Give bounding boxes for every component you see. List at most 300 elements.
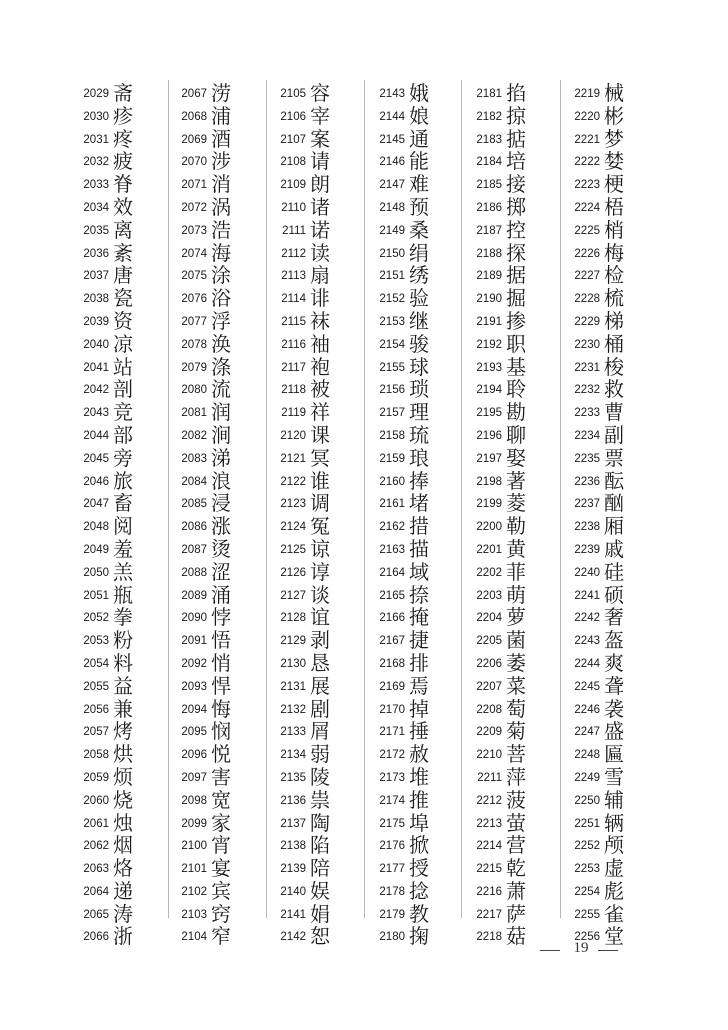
entry-character: 桑 — [409, 217, 429, 242]
entry-number: 2060 — [83, 794, 109, 807]
entry-number: 2093 — [181, 680, 207, 693]
char-entry — [262, 766, 358, 789]
char-entry — [361, 401, 457, 424]
entry-character: 案 — [310, 126, 330, 151]
char-entry — [361, 515, 457, 538]
char-entry — [262, 287, 358, 310]
entry-number: 2049 — [83, 543, 109, 556]
char-entry — [262, 561, 358, 584]
char-entry — [65, 356, 161, 379]
entry-number: 2082 — [181, 429, 207, 442]
entry-number: 2203 — [476, 589, 502, 602]
entry-number: 2143 — [379, 88, 405, 100]
char-entry — [361, 561, 457, 584]
char-entry — [262, 584, 358, 607]
entry-character: 赦 — [409, 742, 429, 767]
entry-character: 接 — [506, 172, 526, 197]
entry-character: 救 — [604, 377, 624, 402]
entry-number: 2062 — [83, 840, 109, 853]
char-entry — [556, 629, 652, 652]
entry-number: 2216 — [476, 885, 502, 898]
entry-character: 涡 — [211, 194, 231, 219]
entry-number: 2114 — [281, 293, 306, 306]
char-entry — [262, 333, 358, 356]
entry-number: 2095 — [181, 726, 207, 739]
entry-number: 2141 — [280, 908, 306, 921]
char-entry — [163, 789, 259, 812]
entry-number: 2250 — [574, 794, 600, 807]
entry-character: 窄 — [211, 924, 231, 949]
entry-number: 2085 — [181, 498, 207, 511]
entry-number: 2111 — [282, 224, 306, 237]
char-entry — [262, 447, 358, 470]
entry-number: 2096 — [181, 749, 207, 762]
entry-character: 厢 — [604, 514, 624, 539]
entry-character: 娟 — [310, 901, 330, 926]
entry-character: 陵 — [310, 764, 330, 789]
char-entry — [361, 447, 457, 470]
entry-character: 浦 — [211, 103, 231, 128]
entry-number: 2125 — [280, 543, 306, 556]
char-entry — [361, 720, 457, 743]
entry-character: 虚 — [604, 856, 624, 881]
entry-number: 2113 — [281, 270, 306, 283]
entry-character: 润 — [211, 400, 231, 425]
char-entry — [163, 196, 259, 219]
char-entry — [65, 150, 161, 173]
char-entry — [262, 173, 358, 196]
char-entry — [361, 196, 457, 219]
char-entry — [361, 219, 457, 242]
entry-character: 萌 — [506, 582, 526, 607]
char-entry — [262, 698, 358, 721]
entry-character: 黄 — [506, 536, 526, 561]
char-entry — [361, 766, 457, 789]
char-entry — [458, 196, 554, 219]
footer-dash-right — [598, 950, 618, 951]
entry-number: 2123 — [280, 498, 306, 511]
entry-character: 掺 — [506, 308, 526, 333]
entry-number: 2189 — [476, 270, 502, 283]
entry-number: 2116 — [281, 338, 306, 351]
entry-character: 谈 — [310, 582, 330, 607]
entry-character: 酒 — [211, 126, 231, 151]
entry-character: 票 — [604, 445, 624, 470]
entry-number: 2223 — [574, 179, 600, 192]
char-entry — [163, 629, 259, 652]
entry-character: 烦 — [113, 764, 133, 789]
char-entry — [65, 561, 161, 584]
entry-character: 袖 — [310, 331, 330, 356]
entry-number: 2240 — [574, 566, 600, 579]
entry-number: 2108 — [280, 156, 306, 169]
char-entry — [361, 652, 457, 675]
entry-number: 2061 — [83, 817, 109, 830]
entry-character: 梅 — [604, 240, 624, 265]
char-entry — [262, 675, 358, 698]
entry-number: 2043 — [83, 407, 109, 420]
entry-number: 2084 — [181, 475, 207, 488]
entry-number: 2161 — [379, 498, 405, 511]
char-entry — [458, 378, 554, 401]
char-entry — [458, 720, 554, 743]
entry-number: 2106 — [280, 110, 306, 123]
entry-number: 2185 — [476, 179, 502, 192]
char-entry — [65, 652, 161, 675]
entry-number: 2029 — [83, 88, 109, 100]
entry-character: 职 — [506, 331, 526, 356]
entry-character: 料 — [113, 650, 133, 675]
char-entry — [458, 629, 554, 652]
entry-character: 祟 — [310, 787, 330, 812]
char-entry — [556, 606, 652, 629]
entry-character: 谁 — [310, 468, 330, 493]
char-entry — [361, 629, 457, 652]
char-column — [458, 82, 554, 948]
entry-number: 2117 — [281, 361, 306, 374]
entry-character: 紊 — [113, 240, 133, 265]
char-entry — [556, 743, 652, 766]
entry-character: 梗 — [604, 172, 624, 197]
char-entry — [65, 378, 161, 401]
entry-number: 2145 — [379, 133, 405, 146]
entry-number: 2067 — [181, 88, 207, 100]
char-entry — [556, 720, 652, 743]
entry-number: 2183 — [476, 133, 502, 146]
entry-number: 2217 — [476, 908, 502, 921]
entry-character: 浙 — [113, 924, 133, 949]
entry-number: 2130 — [280, 657, 306, 670]
entry-number: 2254 — [574, 885, 600, 898]
entry-number: 2091 — [181, 635, 207, 648]
char-entry — [262, 538, 358, 561]
entry-character: 雀 — [604, 901, 624, 926]
entry-number: 2249 — [574, 771, 600, 784]
entry-character: 彪 — [604, 878, 624, 903]
char-entry — [163, 219, 259, 242]
char-entry — [163, 264, 259, 287]
entry-number: 2046 — [83, 475, 109, 488]
entry-character: 萤 — [506, 810, 526, 835]
entry-number: 2152 — [379, 293, 405, 306]
entry-number: 2090 — [181, 612, 207, 625]
entry-number: 2171 — [379, 726, 405, 739]
entry-character: 副 — [604, 422, 624, 447]
entry-character: 剧 — [310, 696, 330, 721]
entry-number: 2087 — [181, 543, 207, 556]
entry-character: 掘 — [506, 286, 526, 311]
entry-character: 离 — [113, 217, 133, 242]
entry-number: 2151 — [379, 270, 405, 283]
char-entry — [65, 538, 161, 561]
entry-character: 域 — [409, 559, 429, 584]
char-entry — [458, 743, 554, 766]
char-entry — [262, 82, 358, 105]
entry-number: 2079 — [181, 361, 207, 374]
char-entry — [556, 538, 652, 561]
entry-number: 2199 — [476, 498, 502, 511]
char-entry — [556, 310, 652, 333]
char-entry — [458, 105, 554, 128]
entry-number: 2064 — [83, 885, 109, 898]
entry-number: 2063 — [83, 863, 109, 876]
char-entry — [163, 150, 259, 173]
entry-character: 掉 — [409, 696, 429, 721]
char-entry — [163, 675, 259, 698]
entry-number: 2033 — [83, 179, 109, 192]
entry-character: 能 — [409, 149, 429, 174]
char-entry — [556, 128, 652, 151]
entry-character: 预 — [409, 194, 429, 219]
char-entry — [556, 82, 652, 105]
entry-character: 匾 — [604, 742, 624, 767]
entry-character: 海 — [211, 240, 231, 265]
entry-character: 谊 — [310, 605, 330, 630]
entry-number: 2140 — [280, 885, 306, 898]
char-entry — [361, 173, 457, 196]
char-entry — [262, 720, 358, 743]
entry-character: 悯 — [211, 719, 231, 744]
entry-number: 2159 — [379, 452, 405, 465]
char-entry — [556, 242, 652, 265]
entry-character: 通 — [409, 126, 429, 151]
entry-character: 硅 — [604, 559, 624, 584]
footer-dash-left — [540, 950, 560, 951]
char-entry — [163, 470, 259, 493]
entry-number: 2226 — [574, 247, 600, 260]
entry-character: 梭 — [604, 354, 624, 379]
char-entry — [458, 698, 554, 721]
entry-number: 2174 — [379, 794, 405, 807]
entry-number: 2188 — [476, 247, 502, 260]
char-entry — [65, 424, 161, 447]
entry-number: 2166 — [379, 612, 405, 625]
char-column — [262, 82, 358, 948]
entry-character: 宽 — [211, 787, 231, 812]
char-entry — [262, 264, 358, 287]
entry-character: 菌 — [506, 628, 526, 653]
entry-number: 2144 — [379, 110, 405, 123]
char-entry — [361, 789, 457, 812]
char-entry — [163, 333, 259, 356]
char-entry — [556, 584, 652, 607]
entry-character: 勒 — [506, 514, 526, 539]
entry-character: 瓶 — [113, 582, 133, 607]
entry-character: 酗 — [604, 491, 624, 516]
entry-character: 谆 — [310, 559, 330, 584]
entry-number: 2153 — [379, 315, 405, 328]
page-number: 19 — [573, 940, 589, 956]
char-entry — [361, 606, 457, 629]
char-entry — [458, 880, 554, 903]
char-entry — [65, 333, 161, 356]
entry-number: 2031 — [83, 133, 109, 146]
char-entry — [458, 401, 554, 424]
entry-number: 2059 — [83, 771, 109, 784]
char-entry — [556, 173, 652, 196]
char-entry — [556, 857, 652, 880]
entry-number: 2230 — [574, 338, 600, 351]
entry-number: 2181 — [476, 88, 502, 100]
entry-number: 2053 — [83, 635, 109, 648]
entry-number: 2229 — [574, 315, 600, 328]
char-entry — [556, 378, 652, 401]
entry-number: 2215 — [476, 863, 502, 876]
entry-number: 2238 — [574, 521, 600, 534]
entry-character: 菲 — [506, 559, 526, 584]
char-entry — [163, 287, 259, 310]
entry-character: 消 — [211, 172, 231, 197]
entry-character: 涛 — [113, 901, 133, 926]
char-entry — [556, 561, 652, 584]
char-entry — [458, 356, 554, 379]
char-entry — [361, 538, 457, 561]
entry-number: 2048 — [83, 521, 109, 534]
char-entry — [556, 401, 652, 424]
char-entry — [361, 356, 457, 379]
entry-number: 2032 — [83, 156, 109, 169]
entry-number: 2202 — [476, 566, 502, 579]
char-entry — [458, 447, 554, 470]
entry-number: 2057 — [83, 726, 109, 739]
entry-number: 2120 — [280, 429, 306, 442]
entry-number: 2237 — [574, 498, 600, 511]
char-entry — [163, 310, 259, 333]
entry-number: 2132 — [280, 703, 306, 716]
entry-character: 辆 — [604, 810, 624, 835]
char-entry — [458, 834, 554, 857]
entry-character: 请 — [310, 149, 330, 174]
char-entry — [65, 173, 161, 196]
entry-number: 2138 — [280, 840, 306, 853]
entry-character: 戚 — [604, 536, 624, 561]
entry-character: 涧 — [211, 422, 231, 447]
entry-character: 站 — [113, 354, 133, 379]
entry-number: 2110 — [281, 201, 306, 214]
entry-number: 2212 — [476, 794, 502, 807]
entry-number: 2239 — [574, 543, 600, 556]
char-entry — [65, 287, 161, 310]
entry-character: 剖 — [113, 377, 133, 402]
entry-character: 械 — [604, 81, 624, 105]
entry-number: 2097 — [181, 771, 207, 784]
char-entry — [361, 743, 457, 766]
entry-character: 害 — [211, 764, 231, 789]
entry-number: 2147 — [379, 179, 405, 192]
entry-number: 2065 — [83, 908, 109, 921]
entry-number: 2173 — [379, 771, 405, 784]
entry-character: 兼 — [113, 696, 133, 721]
char-entry — [163, 743, 259, 766]
entry-character: 排 — [409, 650, 429, 675]
entry-character: 爽 — [604, 650, 624, 675]
char-entry — [262, 150, 358, 173]
char-entry — [458, 652, 554, 675]
entry-number: 2157 — [379, 407, 405, 420]
char-entry — [65, 264, 161, 287]
char-entry — [361, 105, 457, 128]
char-entry — [262, 743, 358, 766]
entry-character: 掷 — [506, 194, 526, 219]
char-entry — [556, 675, 652, 698]
entry-number: 2042 — [83, 384, 109, 397]
char-entry — [458, 515, 554, 538]
char-entry — [262, 492, 358, 515]
entry-number: 2248 — [574, 749, 600, 762]
entry-number: 2193 — [476, 361, 502, 374]
char-entry — [65, 857, 161, 880]
char-entry — [163, 561, 259, 584]
entry-character: 悄 — [211, 650, 231, 675]
entry-character: 难 — [409, 172, 429, 197]
entry-character: 恳 — [310, 650, 330, 675]
entry-character: 探 — [506, 240, 526, 265]
char-entry — [556, 219, 652, 242]
entry-character: 桶 — [604, 331, 624, 356]
char-entry — [262, 880, 358, 903]
char-entry — [65, 629, 161, 652]
entry-number: 2197 — [476, 452, 502, 465]
entry-number: 2134 — [280, 749, 306, 762]
char-entry — [262, 812, 358, 835]
char-entry — [458, 264, 554, 287]
char-entry — [556, 812, 652, 835]
char-entry — [361, 333, 457, 356]
char-entry — [556, 447, 652, 470]
entry-character: 被 — [310, 377, 330, 402]
entry-number: 2089 — [181, 589, 207, 602]
entry-character: 谅 — [310, 536, 330, 561]
entry-character: 陷 — [310, 833, 330, 858]
entry-number: 2038 — [83, 293, 109, 306]
entry-number: 2098 — [181, 794, 207, 807]
entry-character: 悔 — [211, 696, 231, 721]
char-entry — [163, 242, 259, 265]
entry-character: 检 — [604, 263, 624, 288]
entry-character: 聊 — [506, 422, 526, 447]
entry-character: 递 — [113, 878, 133, 903]
char-entry — [556, 880, 652, 903]
entry-number: 2169 — [379, 680, 405, 693]
entry-number: 2206 — [476, 657, 502, 670]
char-entry — [458, 903, 554, 926]
entry-character: 效 — [113, 194, 133, 219]
entry-character: 浴 — [211, 286, 231, 311]
entry-character: 萝 — [506, 605, 526, 630]
entry-number: 2235 — [574, 452, 600, 465]
entry-character: 萍 — [506, 764, 526, 789]
entry-number: 2192 — [476, 338, 502, 351]
entry-number: 2242 — [574, 612, 600, 625]
entry-character: 焉 — [409, 673, 429, 698]
char-entry — [458, 538, 554, 561]
page-footer — [536, 940, 626, 960]
entry-number: 2052 — [83, 612, 109, 625]
entry-number: 2054 — [83, 657, 109, 670]
entry-character: 雪 — [604, 764, 624, 789]
entry-character: 涝 — [211, 81, 231, 105]
char-entry — [65, 720, 161, 743]
entry-number: 2101 — [181, 863, 207, 876]
entry-number: 2156 — [379, 384, 405, 397]
entry-character: 烧 — [113, 787, 133, 812]
entry-character: 诺 — [310, 217, 330, 242]
entry-character: 陶 — [310, 810, 330, 835]
entry-character: 涤 — [211, 354, 231, 379]
char-entry — [361, 812, 457, 835]
char-entry — [163, 128, 259, 151]
char-entry — [556, 492, 652, 515]
